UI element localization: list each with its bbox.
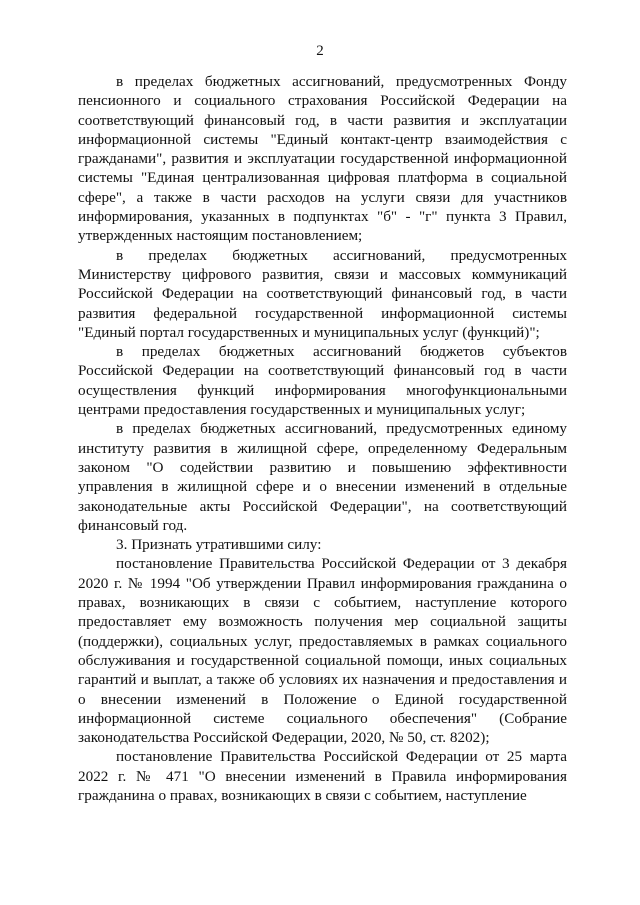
paragraph-repealed-decree-1994: постановление Правительства Российской Федерации от 3 декабря 2020 г. № 1994 "Об утверждении Правил информирования гражданина о правах, возникающих в связи с событием, наступление которого предоставляет ему возможность получения мер социальной защиты (поддержки), социальных услуг, предоставляемых в рамках социального обслуживания и государственной социальной помощи, иных социальных гарантий и выплат, а также об условиях их назначения и предоставления и о внесении изменений в Положение о Единой государственной информационной системе социального обеспечения" (Собрание законодательства Российской Федерации, 2020, № 50, ст. 8202); [78,555,567,747]
paragraph-housing-institute-allocations: в пределах бюджетных ассигнований, предусмотренных единому институту развития в жилищной сфере, определенному Федеральным законом "О содействии развитию и повышению эффективности управления в жилищной сфере и о внесении изменений в отдельные законодательные акты Российской Федерации", на соответствующий финансовый год. [78,420,567,534]
page-number: 2 [316,43,324,59]
paragraph-regional-budget-allocations: в пределах бюджетных ассигнований бюджетов субъектов Российской Федерации на соответствующий финансовый год в части осуществления функций информирования многофункциональными центрами предоставления государственных и муниципальных услуг; [78,343,567,419]
paragraph-repeal-heading: 3. Признать утратившими силу: [116,536,322,554]
paragraph-digital-ministry-allocations: в пределах бюджетных ассигнований, предусмотренных Министерству цифрового развития, связи и массовых коммуникаций Российской Федерации на соответствующий финансовый год, в части развития федеральной государственной информационной системы "Единый портал государственных и муниципальных услуг (функций)"; [78,246,567,341]
paragraph-repealed-decree-471: постановление Правительства Российской Федерации от 25 марта 2022 г. № 471 "О внесении изменений в Правила информирования гражданина о правах, возникающих в связи с событием, наступление [78,748,567,804]
document-body [78,72,567,805]
paragraph-pension-fund-allocations: в пределах бюджетных ассигнований, предусмотренных Фонду пенсионного и социального страхования Российской Федерации на соответствующий финансовый год, в части развития и эксплуатации информационной системы "Единый контакт-центр взаимодействия с гражданами", развития и эксплуатации государственной информационной системы "Единая централизованная цифровая платформа в социальной сфере", а также в части расходов на услуги связи для участников информирования, указанных в подпунктах "б" - "г" пункта 3 Правил, утвержденных настоящим постановлением; [78,73,567,245]
